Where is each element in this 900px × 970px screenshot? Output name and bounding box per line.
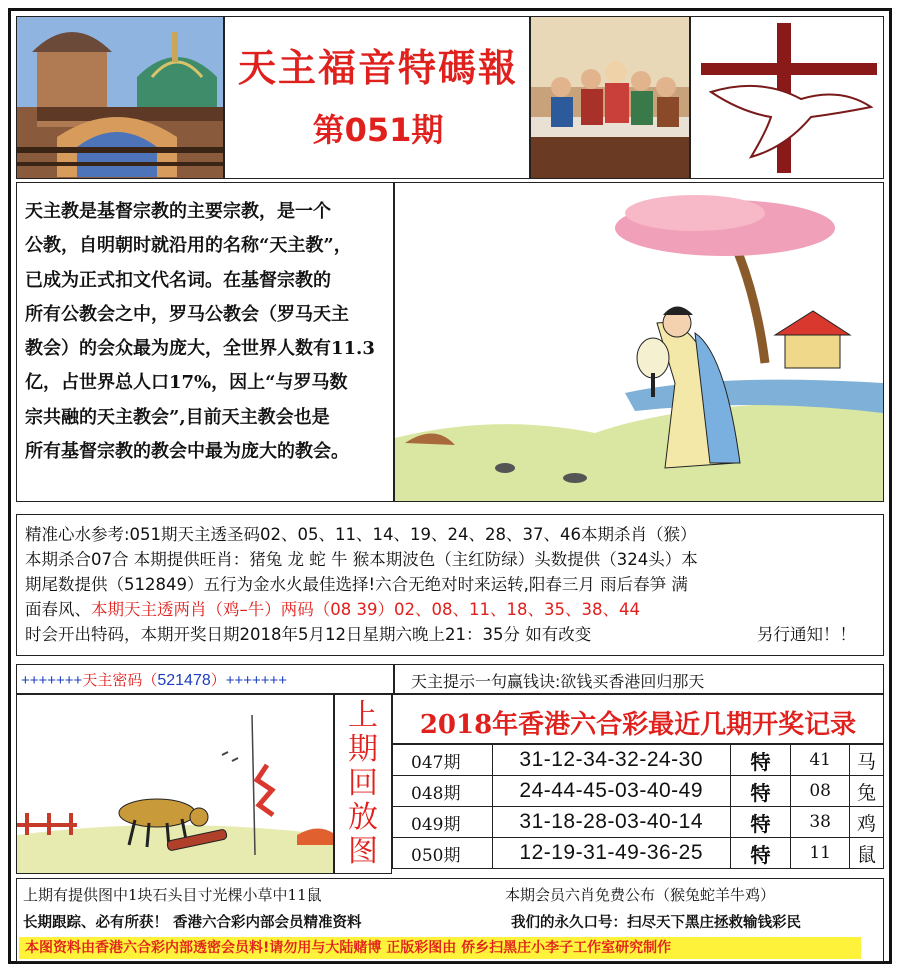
secret-code-line: [21, 669, 287, 690]
special-cell: 41: [791, 745, 850, 776]
results-title-box: [392, 694, 884, 744]
notes-line: [25, 622, 883, 647]
numbers-cell: 12-19-31-49-36-25: [492, 838, 730, 869]
review-char: 图: [348, 834, 378, 869]
intro-line: 已成为正式扣文代名词。在基督宗教的: [25, 269, 331, 291]
footer-text: 上期有提供图中1块石头目寸光棵小草中11鼠: [23, 886, 322, 904]
table-row: [393, 838, 884, 869]
table-row: [393, 776, 884, 807]
intro-line: 宗共融的天主教会”,目前天主教会也是: [25, 406, 330, 428]
masthead-issue: 第051期: [312, 111, 444, 149]
secret-code-box: [16, 664, 394, 694]
issue-cell: 048期: [393, 776, 493, 807]
masthead-title: 天主福音特碼報: [237, 46, 518, 90]
issue-cell: 050期: [393, 838, 493, 869]
intro-panel: [16, 182, 394, 502]
special-cell: 08: [791, 776, 850, 807]
notes-highlight: 本期天主透两肖（鸡–牛）两码（08 39）02、08、11、18、35、38、44: [91, 600, 640, 619]
intro-line: 所有公教会之中，罗马公教会（罗马天主: [25, 303, 349, 325]
review-label-box: [334, 694, 392, 874]
table-row: [393, 745, 884, 776]
secret-code: 521478: [157, 672, 211, 689]
notes-line: 本期杀合07合 本期提供旺肖：猪兔 龙 蛇 牛 猴本期波色（主红防绿）头数提供（324头）本: [25, 550, 698, 569]
issue-cell: 049期: [393, 807, 493, 838]
notes-line: [25, 597, 883, 622]
secret-label-end: ）: [210, 672, 226, 689]
special-cell: 11: [791, 838, 850, 869]
footer-text: 我们的永久口号：扫尽天下黑庄拯救输钱彩民: [511, 915, 801, 931]
results-title: 2018年香港六合彩最近几期开奖记录: [419, 710, 857, 740]
intro-line: 教会）的会众最为庞大，全世界人数有11.3: [25, 338, 375, 360]
secret-label: 天主密码（: [82, 672, 158, 689]
results-table: [392, 744, 884, 869]
notes-text: 面春风、: [25, 600, 91, 619]
intro-line: 公教，自明朝时就沿用的名称“天主教”，: [25, 235, 352, 257]
notes-panel: [16, 514, 884, 656]
cathedral-image: [16, 16, 224, 179]
secret-prefix: +++++++: [21, 672, 83, 689]
hint-text: 天主提示一句赢钱诀:欲钱买香港回归那天: [411, 672, 705, 691]
te-cell: 特: [730, 838, 791, 869]
review-char: 期: [348, 732, 378, 767]
numbers-cell: 24-44-45-03-40-49: [492, 776, 730, 807]
notes-line: 期尾数提供（512849）五行为金水火最佳选择!六合无绝对时来运转,阳春三月 雨后春笋 满: [25, 575, 688, 594]
intro-line: 天主教是基督宗教的主要宗教，是一个: [25, 201, 331, 222]
animal-cell: 鼠: [850, 838, 884, 869]
cross-dove-image: [690, 16, 884, 179]
numbers-cell: 31-12-34-32-24-30: [492, 745, 730, 776]
notes-text: 另行通知！！: [757, 625, 856, 644]
goat-cartoon-image: [16, 694, 334, 874]
footer-text: 本期会员六肖免费公布（猴兔蛇羊牛鸡）: [505, 886, 776, 904]
hint-box: [394, 664, 884, 694]
animal-cell: 马: [850, 745, 884, 776]
last-supper-image: [530, 16, 690, 179]
notes-text: 时会开出特码，本期开奖日期2018年5月12日星期六晚上21：35分 如有改变: [25, 625, 592, 644]
secret-suffix: +++++++: [225, 672, 288, 689]
issue-cell: 047期: [393, 745, 493, 776]
notes-line: 精准心水参考:051期天主透圣码02、05、11、14、19、24、28、37、46本期杀肖（猴）: [25, 525, 697, 544]
animal-cell: 鸡: [850, 807, 884, 838]
review-char: 放: [348, 800, 378, 835]
review-char: 上: [348, 698, 378, 733]
animal-cell: 兔: [850, 776, 884, 807]
footer-panel: [16, 878, 884, 962]
review-char: 回: [348, 766, 378, 801]
numbers-cell: 31-18-28-03-40-14: [492, 807, 730, 838]
masthead: [224, 16, 530, 179]
te-cell: 特: [730, 807, 791, 838]
special-cell: 38: [791, 807, 850, 838]
footer-text: 长期跟踪、必有所获！ 香港六合彩内部会员精准资料: [23, 915, 362, 931]
table-row: [393, 807, 884, 838]
review-label: [335, 699, 391, 869]
footer-banner: 本图资料由香港六合彩内部透密会员料!请勿用与大陆赌博 正版彩图由 侨乡扫黑庄小李子工作室研究制作: [19, 937, 861, 959]
te-cell: 特: [730, 745, 791, 776]
te-cell: 特: [730, 776, 791, 807]
cartoon-woman-image: [394, 182, 884, 502]
intro-line: 所有基督宗教的教会中最为庞大的教会。: [25, 441, 349, 463]
intro-line: 亿，占世界总人口17%，因上“与罗马数: [25, 372, 348, 394]
